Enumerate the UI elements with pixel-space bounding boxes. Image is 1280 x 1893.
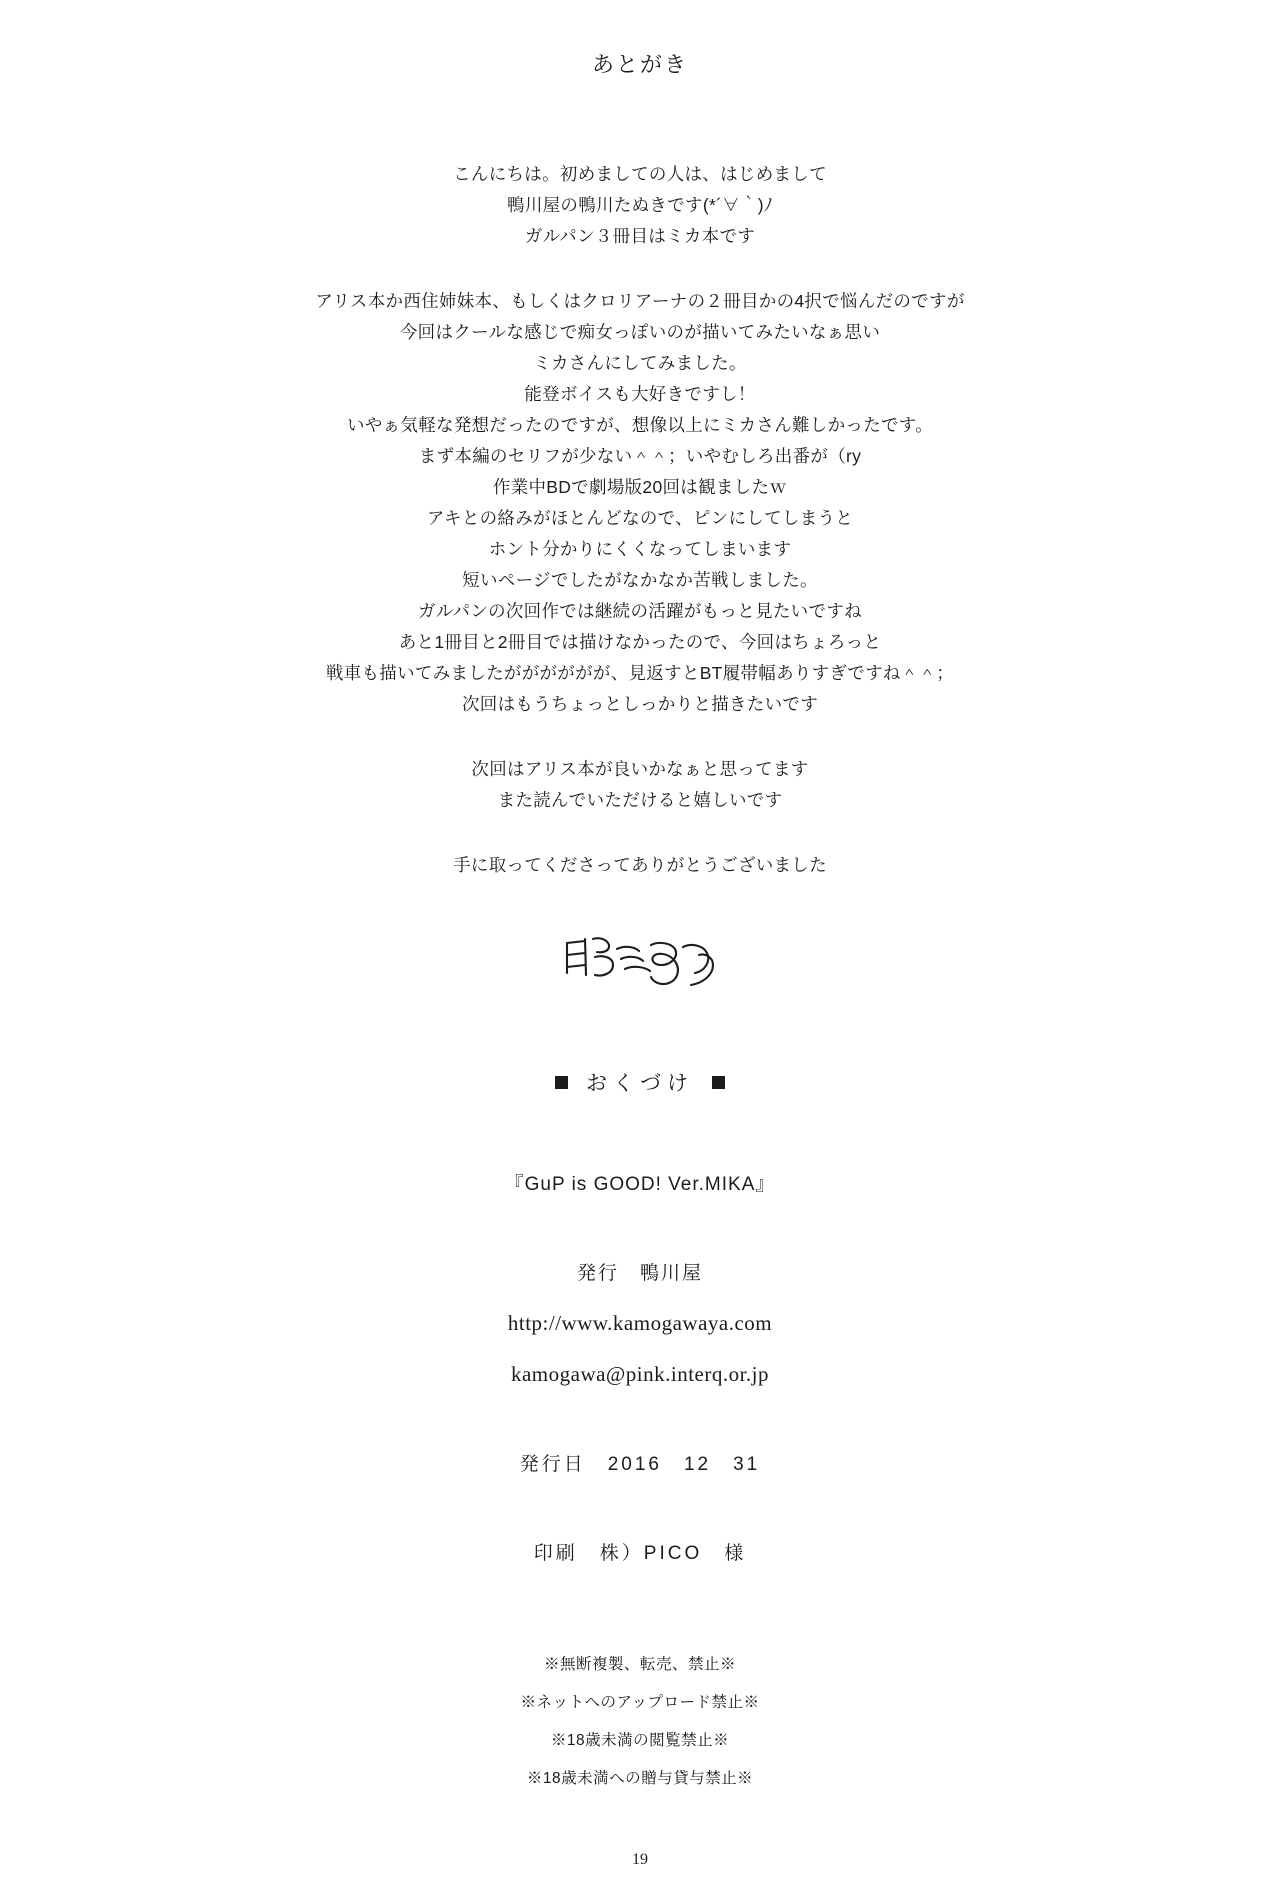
- text-line: あと1冊目と2冊目では描けなかったので、今回はちょろっと: [398, 632, 882, 652]
- text-line: ホント分かりにくくなってしまいます: [488, 539, 792, 559]
- afterword-body: [0, 159, 1280, 881]
- publisher-block: [0, 1258, 1280, 1387]
- text-line: 作業中BDで劇場版20回は観ましたｗ: [492, 477, 788, 497]
- text-line: 鴨川屋の鴨川たぬきです(*´∀｀)ﾉ: [507, 195, 773, 215]
- text-line: まず本編のセリフが少ない＾＾；いやむしろ出番が（ry: [418, 446, 862, 466]
- notice-item: ※18歳未満への贈与貸与禁止※: [526, 1770, 754, 1787]
- text-line: 手に取ってくださってありがとうございました: [453, 855, 827, 875]
- publisher-label: 発行 鴨川屋: [576, 1263, 703, 1284]
- text-line: 次回はもうちょっとしっかりと描きたいです: [462, 694, 818, 714]
- text-line: また読んでいただけると嬉しいです: [497, 790, 783, 810]
- paragraph-next: [0, 754, 1280, 816]
- page-title: あとがき: [591, 52, 688, 77]
- page: [0, 48, 1280, 1893]
- work-title: 『GuP is GOOD! Ver.MIKA』: [504, 1174, 776, 1195]
- website-link[interactable]: http://www.kamogawaya.com: [507, 1311, 773, 1335]
- notice-item: ※18歳未満の閲覧禁止※: [550, 1732, 730, 1749]
- paragraph-greeting: [0, 159, 1280, 252]
- colophon-heading-label: おくづけ: [586, 1072, 694, 1095]
- colophon-heading: [0, 1067, 1280, 1097]
- text-line: こんにちは。初めましての人は、はじめまして: [453, 164, 827, 184]
- text-line: 次回はアリス本が良いかなぁと思ってます: [471, 759, 809, 779]
- printer-info: 印刷 株）PICO 様: [533, 1543, 747, 1564]
- page-number: 19: [632, 1851, 648, 1868]
- text-line: ミカさんにしてみました。: [533, 353, 747, 373]
- handwritten-signature-icon: [555, 927, 725, 997]
- email-link[interactable]: kamogawa@pink.interq.or.jp: [510, 1362, 770, 1386]
- text-line: 今回はクールな感じで痴女っぽいのが描いてみたいなぁ思い: [399, 322, 881, 342]
- text-line: 能登ボイスも大好きですし！: [524, 384, 756, 404]
- square-bullet-icon: [712, 1076, 725, 1089]
- text-line: アリス本か西住姉妹本、もしくはクロリアーナの２冊目かの4択で悩んだのですが: [315, 291, 965, 311]
- text-line: ガルパン３冊目はミカ本です: [524, 226, 756, 246]
- text-line: 短いページでしたがなかなか苦戦しました。: [462, 570, 818, 590]
- publication-date: 発行日 2016 12 31: [519, 1454, 761, 1475]
- text-line: 戦車も描いてみましたがががががが、見返すとBT履帯幅ありすぎですね＾＾；: [325, 663, 955, 683]
- paragraph-main: [0, 286, 1280, 720]
- notices-section: [0, 1651, 1280, 1793]
- text-line: アキとの絡みがほとんどなので、ピンにしてしまうと: [426, 508, 854, 528]
- square-bullet-icon: [555, 1076, 568, 1089]
- notice-item: ※無断複製、転売、禁止※: [543, 1656, 736, 1673]
- signature: [0, 927, 1280, 997]
- text-line: ガルパンの次回作では継続の活躍がもっと見たいですね: [418, 601, 862, 621]
- colophon-section: [0, 1067, 1280, 1565]
- notice-item: ※ネットへのアップロード禁止※: [520, 1694, 760, 1711]
- text-line: いやぁ気軽な発想だったのですが、想像以上にミカさん難しかったです。: [347, 415, 933, 435]
- paragraph-thanks: [0, 850, 1280, 881]
